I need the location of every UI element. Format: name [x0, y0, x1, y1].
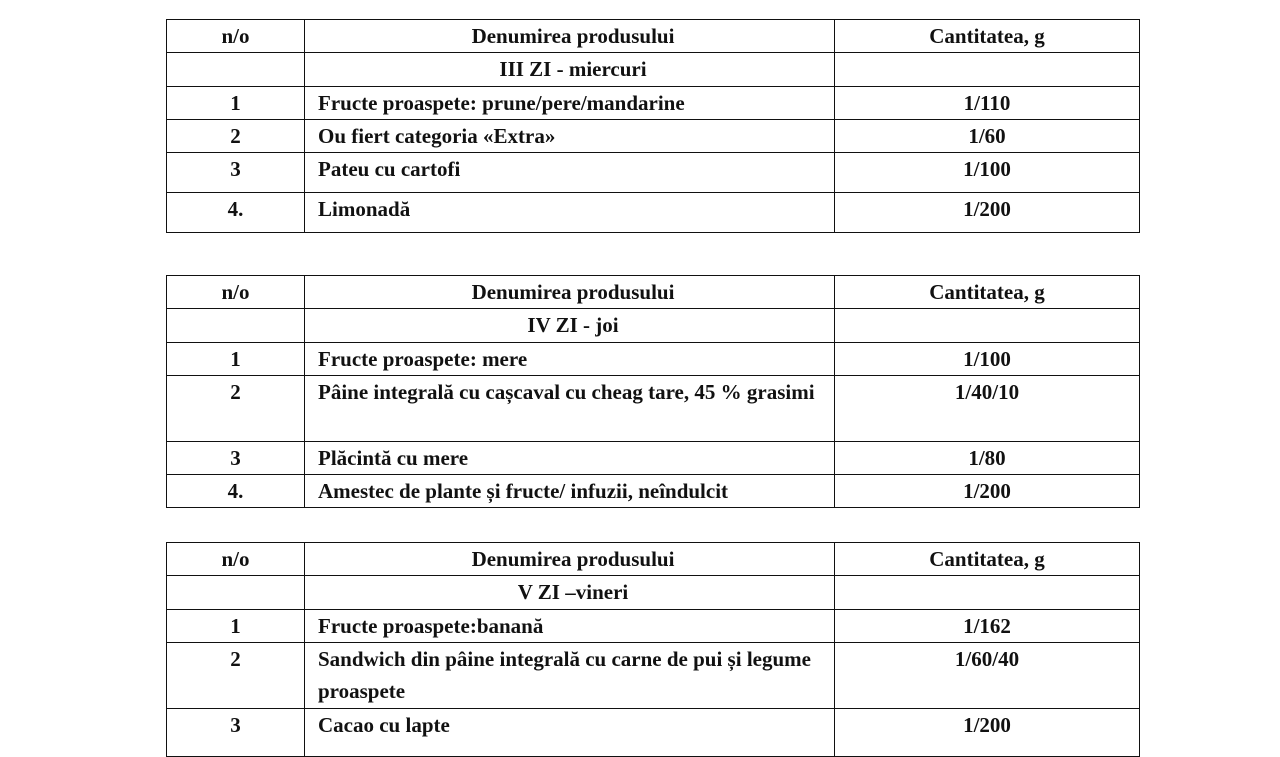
day-row: [167, 309, 1140, 343]
product-quantity: 1/60: [835, 120, 1140, 153]
product-quantity: 1/100: [835, 153, 1140, 193]
day-empty-cell: [167, 53, 305, 87]
row-number: 4.: [167, 193, 305, 233]
day-empty-cell: [167, 309, 305, 343]
row-number: 3: [167, 442, 305, 475]
product-quantity: 1/162: [835, 610, 1140, 643]
row-number: 1: [167, 343, 305, 376]
day-empty-cell: [835, 309, 1140, 343]
row-number: 1: [167, 610, 305, 643]
table-row: [167, 343, 1140, 376]
header-qty: Cantitatea, g: [835, 543, 1140, 576]
table-row: [167, 193, 1140, 233]
header-no: n/o: [167, 276, 305, 309]
row-number: 2: [167, 120, 305, 153]
row-number: 2: [167, 643, 305, 709]
day-empty-cell: [835, 53, 1140, 87]
day-row: [167, 53, 1140, 87]
day-empty-cell: [835, 576, 1140, 610]
product-name: Pateu cu cartofi: [305, 153, 835, 193]
day-label: V ZI –vineri: [305, 576, 835, 610]
product-quantity: 1/200: [835, 475, 1140, 508]
table-row: [167, 87, 1140, 120]
product-quantity: 1/60/40: [835, 643, 1140, 709]
product-quantity: 1/200: [835, 193, 1140, 233]
product-quantity: 1/200: [835, 709, 1140, 757]
table-row: [167, 153, 1140, 193]
menu-table-thursday: [166, 275, 1140, 508]
product-name: Ou fiert categoria «Extra»: [305, 120, 835, 153]
day-empty-cell: [167, 576, 305, 610]
row-number: 3: [167, 709, 305, 757]
product-quantity: 1/40/10: [835, 376, 1140, 442]
day-label: IV ZI - joi: [305, 309, 835, 343]
table-row: [167, 442, 1140, 475]
product-name: Pâine integrală cu cașcaval cu cheag tare, 45 % grasimi: [305, 376, 835, 442]
header-no: n/o: [167, 20, 305, 53]
header-name: Denumirea produsului: [305, 276, 835, 309]
product-quantity: 1/110: [835, 87, 1140, 120]
product-name: Fructe proaspete: mere: [305, 343, 835, 376]
row-number: 3: [167, 153, 305, 193]
table-row: [167, 643, 1140, 709]
product-quantity: 1/80: [835, 442, 1140, 475]
day-label: III ZI - miercuri: [305, 53, 835, 87]
product-name: Fructe proaspete:banană: [305, 610, 835, 643]
day-row: [167, 576, 1140, 610]
table-header-row: [167, 543, 1140, 576]
row-number: 1: [167, 87, 305, 120]
table-header-row: [167, 276, 1140, 309]
header-qty: Cantitatea, g: [835, 276, 1140, 309]
product-name: Amestec de plante și fructe/ infuzii, neîndulcit: [305, 475, 835, 508]
row-number: 2: [167, 376, 305, 442]
header-name: Denumirea produsului: [305, 543, 835, 576]
menu-table-wednesday: [166, 19, 1140, 233]
header-qty: Cantitatea, g: [835, 20, 1140, 53]
product-name: Sandwich din pâine integrală cu carne de pui și legume proaspete: [305, 643, 835, 709]
product-name: Plăcintă cu mere: [305, 442, 835, 475]
row-number: 4.: [167, 475, 305, 508]
product-name: Limonadă: [305, 193, 835, 233]
table-row: [167, 709, 1140, 757]
product-name: Fructe proaspete: prune/pere/mandarine: [305, 87, 835, 120]
product-name: Cacao cu lapte: [305, 709, 835, 757]
table-row: [167, 610, 1140, 643]
table-row: [167, 475, 1140, 508]
product-quantity: 1/100: [835, 343, 1140, 376]
header-name: Denumirea produsului: [305, 20, 835, 53]
table-row: [167, 376, 1140, 442]
table-row: [167, 120, 1140, 153]
header-no: n/o: [167, 543, 305, 576]
table-header-row: [167, 20, 1140, 53]
menu-table-friday: [166, 542, 1140, 757]
